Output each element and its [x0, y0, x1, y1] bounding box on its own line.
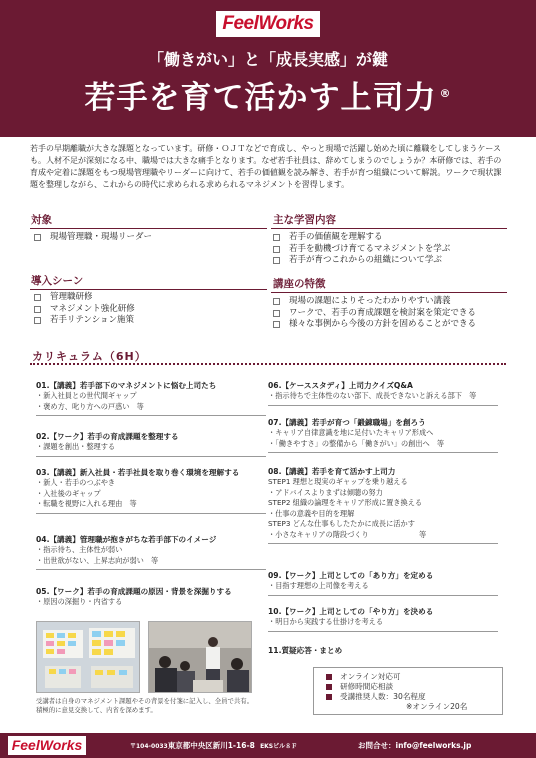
- curriculum-item-line: ・新人・若手のつぶやき: [36, 478, 116, 487]
- checkbox-icon: [34, 234, 41, 241]
- item-divider: [36, 513, 266, 514]
- features-list: [273, 296, 476, 331]
- curriculum-item-11: [268, 645, 342, 656]
- item-divider: [36, 415, 266, 416]
- curriculum-item-line: ・キャリア自律意識を地に足付いたキャリア形成へ: [268, 428, 434, 437]
- checkbox-icon: [34, 294, 41, 301]
- checkbox-icon: [273, 257, 280, 264]
- checkbox-icon: [34, 317, 41, 324]
- curriculum-item-line: ・アドバイスよりまずは傾聴の努力: [268, 487, 383, 497]
- checkbox-icon: [273, 321, 280, 328]
- target-heading: 対象: [31, 214, 52, 226]
- bullet-square-icon: [326, 694, 332, 700]
- features-heading: 講座の特徴: [273, 278, 326, 290]
- scenes-heading: 導入シーン: [31, 275, 84, 287]
- logo: [216, 11, 320, 37]
- curriculum-item-05: [36, 586, 232, 608]
- curriculum-item-line: ・原因の深掘り・内省する: [36, 597, 123, 606]
- logo-text: FeelWorks: [222, 13, 314, 34]
- learning-heading: 主な学習内容: [273, 214, 336, 226]
- lecture-illustration: [149, 622, 252, 693]
- curriculum-item-title: 10.【ワーク】上司としての「やり方」を決める: [268, 607, 434, 616]
- curriculum-item-line: ・指示待ち、主体性が弱い: [36, 545, 123, 554]
- curriculum-item-line: ・明日から実践する仕掛けを考える: [268, 617, 384, 626]
- subtitle: 「働きがい」と「成長実感」が鍵: [147, 50, 388, 69]
- info-item: オンライン対応可: [326, 672, 502, 682]
- feature-item: 様々な事例から今後の方針を固めることができる: [273, 319, 476, 331]
- info-item: 研修時間応相談: [326, 682, 502, 692]
- curriculum-item-title: 06.【ケーススタディ】上司力クイズQ&A: [268, 381, 413, 390]
- sticky-notes-illustration: [37, 622, 140, 693]
- page-title-text: 若手を育て活かす上司力: [84, 80, 437, 116]
- scenes-list: [34, 292, 135, 327]
- learning-list: [273, 232, 450, 267]
- item-divider: [268, 631, 498, 632]
- curriculum-item-02: [36, 431, 266, 457]
- photo-caption: 受講者は自身のマネジメント課題やその背景を付箋に記入し、全員で共有。積極的に意見交換して、内省を深めます。: [36, 697, 254, 714]
- footer-logo-text: FeelWorks: [11, 737, 83, 753]
- target-list: [34, 232, 152, 244]
- curriculum-item-line: ・入社後のギャップ: [36, 488, 101, 498]
- item-divider: [268, 543, 498, 544]
- scene-item: 若手リテンション施策: [34, 315, 135, 327]
- feature-item: ワークで、若手の育成課題を検討案を策定できる: [273, 308, 476, 320]
- curriculum-item-line: ・課題を創出・整理する: [36, 442, 116, 451]
- info-box: [313, 667, 503, 715]
- curriculum-item-line: ・褒め方、叱り方への戸惑い 等: [36, 401, 144, 411]
- info-note: ※オンライン20名: [406, 702, 468, 711]
- registered-mark: ®: [439, 86, 452, 100]
- curriculum-item-08: [268, 466, 498, 544]
- item-divider: [268, 452, 498, 453]
- curriculum-item-title: 09.【ワーク】上司としての「あり方」を定める: [268, 571, 434, 580]
- curriculum-item-01: [36, 380, 266, 416]
- curriculum-divider: [30, 363, 506, 365]
- features-rule: [271, 292, 507, 293]
- footer-contact: お問合せ：info@feelworks.jp: [358, 741, 472, 750]
- footer-postal: 〒104-0033: [130, 743, 168, 750]
- curriculum-item-title: 03.【講義】新入社員・若手社員を取り巻く環境を理解する: [36, 468, 240, 477]
- checkbox-icon: [273, 310, 280, 317]
- item-divider: [268, 595, 498, 596]
- footer-street: 東京都中央区新川1-16-8: [167, 741, 255, 750]
- item-divider: [268, 405, 498, 406]
- curriculum-item-06: [268, 380, 498, 406]
- curriculum-item-title: 01.【講義】若手部下のマネジメントに悩む上司たち: [36, 381, 217, 390]
- footer-logo: [8, 736, 86, 755]
- target-item: 現場管理職・現場リーダー: [34, 232, 152, 244]
- learning-rule: [271, 228, 507, 229]
- curriculum-item-title: 02.【ワーク】若手の育成課題を整理する: [36, 432, 179, 441]
- curriculum-item-09: [268, 570, 498, 596]
- bullet-square-icon: [326, 674, 332, 680]
- curriculum-item-line: ・目指す理想の上司像を考える: [268, 581, 369, 590]
- workshop-photo-sticky-notes: [36, 621, 140, 693]
- intro-text: 若手の早期離職が大きな課題となっています。研修・ＯＪＴなどで育成し、やっと現場で活躍し始めた頃に離職をしてしまうケースも。人材不足が深刻になる中、職場では大きな痛手となります。なぜ若手社員は、辞めてしまうのでしょうか？本研修では、若手の育成や定着に課題をもつ現場管理職やリーダーに向けて、若手の価値観を読み解き、若手が育つ組織について解説。ワークで現状課題を整理しながら、これからの時代に求められる求められるマネジメントを習得します。: [30, 144, 502, 189]
- scenes-rule: [30, 289, 267, 290]
- curriculum-item-03: [36, 467, 266, 514]
- curriculum-item-title: 04.【講義】管理職が抱きがちな若手部下のイメージ: [36, 535, 217, 544]
- scene-item: 管理職研修: [34, 292, 135, 304]
- workshop-photo-lecture: [148, 621, 252, 693]
- checkbox-icon: [34, 306, 41, 313]
- learning-item: 若手を動機づけ育てるマネジメントを学ぶ: [273, 244, 450, 256]
- curriculum-item-line: ・出世欲がない、上昇志向が弱い 等: [36, 555, 159, 565]
- curriculum-item-title: 05.【ワーク】若手の育成課題の原因・背景を深掘りする: [36, 587, 232, 596]
- footer-address: [130, 740, 297, 751]
- curriculum-item-line: STEP3 どんな仕事もしたたかに成長に活かす: [268, 519, 415, 528]
- scene-item: マネジメント強化研修: [34, 304, 135, 316]
- curriculum-item-07: [268, 417, 498, 453]
- curriculum-item-line: ・「働きやすさ」の整備から「働きがい」の創出へ 等: [268, 438, 445, 448]
- curriculum-item-line: ・小さなキャリアの階段づくり 等: [268, 529, 427, 539]
- curriculum-heading: カリキュラム（6H）: [32, 350, 147, 363]
- bullet-square-icon: [326, 684, 332, 690]
- curriculum-item-title: 08.【講義】若手を育て活かす上司力: [268, 467, 396, 476]
- curriculum-item-10: [268, 606, 498, 632]
- curriculum-item-line: STEP2 組織の論理をキャリア形成に置き換える: [268, 498, 423, 507]
- checkbox-icon: [273, 246, 280, 253]
- curriculum-item-line: ・仕事の意義や目的を理解: [268, 508, 355, 518]
- page-title: [0, 72, 536, 117]
- curriculum-item-04: [36, 534, 266, 570]
- feature-item: 現場の課題によりそったわかりやすい講義: [273, 296, 476, 308]
- footer: [0, 733, 536, 758]
- curriculum-item-line: ・新入社員との世代間ギャップ: [36, 391, 137, 400]
- curriculum-item-line: ・指示待ちで主体性のない部下、成長できないと訴える部下 等: [268, 391, 477, 400]
- curriculum-item-title: 07.【講義】若手が育つ「鍛錬職場」を創ろう: [268, 418, 426, 427]
- header-banner: [0, 0, 536, 137]
- target-rule: [30, 228, 267, 229]
- item-divider: [36, 456, 266, 457]
- item-divider: [36, 569, 266, 570]
- curriculum-item-line: ・転職を視野に入れる理由 等: [36, 499, 137, 508]
- info-item: 受講推奨人数：30名程度: [326, 692, 502, 702]
- learning-item: 若手が育つこれからの組織について学ぶ: [273, 255, 450, 267]
- curriculum-item-line: STEP1 理想と現実のギャップを乗り越える: [268, 477, 408, 486]
- curriculum-item-title: 11.質疑応答・まとめ: [268, 646, 343, 655]
- checkbox-icon: [273, 298, 280, 305]
- checkbox-icon: [273, 234, 280, 241]
- footer-building: EKSビル８Ｆ: [260, 743, 298, 750]
- learning-item: 若手の価値観を理解する: [273, 232, 450, 244]
